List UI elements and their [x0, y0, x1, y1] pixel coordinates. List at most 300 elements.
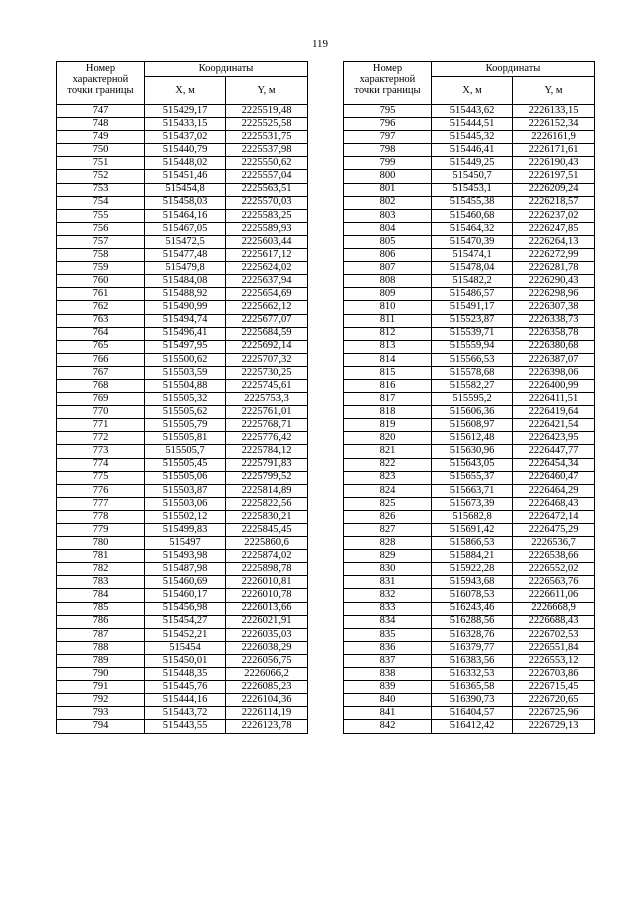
coordinates-header: Координаты	[432, 62, 595, 77]
point-number-cell: 784	[57, 589, 145, 602]
y-coordinate-cell: 2225784,12	[226, 445, 308, 458]
point-number-cell: 833	[344, 602, 432, 615]
table-row	[344, 432, 595, 445]
x-coordinate-cell: 515494,74	[145, 314, 226, 327]
y-coordinate-cell: 2226475,29	[513, 524, 595, 537]
x-coordinate-cell: 515446,41	[432, 144, 513, 157]
x-coordinate-cell: 515474,1	[432, 249, 513, 262]
y-coordinate-cell: 2225830,21	[226, 510, 308, 523]
x-coordinate-cell: 515456,98	[145, 602, 226, 615]
x-coordinate-cell: 515582,27	[432, 379, 513, 392]
x-coordinate-cell: 515429,17	[145, 105, 226, 118]
point-number-cell: 758	[57, 249, 145, 262]
y-coordinate-cell: 2226218,57	[513, 196, 595, 209]
y-coordinate-cell: 2226454,34	[513, 458, 595, 471]
point-number-cell: 840	[344, 694, 432, 707]
x-coordinate-cell: 515460,17	[145, 589, 226, 602]
point-number-cell: 796	[344, 118, 432, 131]
point-number-cell: 774	[57, 458, 145, 471]
y-coordinate-cell: 2226264,13	[513, 235, 595, 248]
table-row	[57, 484, 308, 497]
table-row	[344, 524, 595, 537]
y-coordinate-cell: 2225570,03	[226, 196, 308, 209]
y-coordinate-cell: 2225776,42	[226, 432, 308, 445]
point-number-cell: 838	[344, 668, 432, 681]
y-coordinate-cell: 2226298,96	[513, 288, 595, 301]
y-coordinate-cell: 2226171,61	[513, 144, 595, 157]
y-coordinate-cell: 2226552,02	[513, 563, 595, 576]
x-coordinate-cell: 515643,05	[432, 458, 513, 471]
y-coordinate-cell: 2226209,24	[513, 183, 595, 196]
table-row	[344, 681, 595, 694]
x-coordinate-cell: 515437,02	[145, 131, 226, 144]
x-coordinate-cell: 515478,04	[432, 262, 513, 275]
y-coordinate-cell: 2226056,75	[226, 654, 308, 667]
table-row	[57, 131, 308, 144]
point-number-cell: 790	[57, 668, 145, 681]
table-row	[57, 353, 308, 366]
x-coordinate-cell: 515559,94	[432, 340, 513, 353]
point-number-cell: 767	[57, 366, 145, 379]
y-coordinate-cell: 2226720,65	[513, 694, 595, 707]
x-coordinate-cell: 515566,53	[432, 353, 513, 366]
x-coordinate-cell: 515503,59	[145, 366, 226, 379]
y-coordinate-cell: 2225845,45	[226, 524, 308, 537]
table-row	[57, 720, 308, 733]
x-coordinate-cell: 515440,79	[145, 144, 226, 157]
table-row	[344, 235, 595, 248]
y-coordinate-cell: 2226536,7	[513, 537, 595, 550]
table-row	[344, 641, 595, 654]
point-number-cell: 770	[57, 406, 145, 419]
x-coordinate-cell: 515608,97	[432, 419, 513, 432]
y-coordinate-cell: 2226725,96	[513, 707, 595, 720]
y-coordinate-cell: 2225662,12	[226, 301, 308, 314]
table-row	[57, 222, 308, 235]
y-coordinate-cell: 2225684,59	[226, 327, 308, 340]
y-coordinate-cell: 2226133,15	[513, 105, 595, 118]
y-coordinate-cell: 2226703,86	[513, 668, 595, 681]
y-coordinate-cell: 2225707,32	[226, 353, 308, 366]
x-coordinate-cell: 516332,53	[432, 668, 513, 681]
table-row	[57, 668, 308, 681]
table-row	[57, 275, 308, 288]
x-coordinate-cell: 515458,03	[145, 196, 226, 209]
x-coordinate-cell: 515444,16	[145, 694, 226, 707]
x-coordinate-cell: 515500,62	[145, 353, 226, 366]
x-coordinate-cell: 515445,32	[432, 131, 513, 144]
y-coordinate-cell: 2226152,34	[513, 118, 595, 131]
x-coordinate-cell: 515682,8	[432, 510, 513, 523]
table-row	[57, 379, 308, 392]
table-row	[344, 262, 595, 275]
y-coordinate-cell: 2226553,12	[513, 654, 595, 667]
y-coordinate-cell: 2226538,66	[513, 550, 595, 563]
x-coordinate-cell: 515505,81	[145, 432, 226, 445]
point-number-cell: 830	[344, 563, 432, 576]
point-number-cell: 823	[344, 471, 432, 484]
x-coordinate-cell: 515922,28	[432, 563, 513, 576]
y-coordinate-cell: 2225550,62	[226, 157, 308, 170]
point-number-cell: 765	[57, 340, 145, 353]
y-coordinate-cell: 2225654,69	[226, 288, 308, 301]
point-number-cell: 835	[344, 628, 432, 641]
point-number-cell: 747	[57, 105, 145, 118]
table-row	[344, 222, 595, 235]
y-coordinate-cell: 2226035,03	[226, 628, 308, 641]
point-number-cell: 760	[57, 275, 145, 288]
y-coordinate-cell: 2226010,81	[226, 576, 308, 589]
y-coordinate-cell: 2226460,47	[513, 471, 595, 484]
y-coordinate-cell: 2226307,38	[513, 301, 595, 314]
y-coordinate-cell: 2225768,71	[226, 419, 308, 432]
x-coordinate-cell: 515443,55	[145, 720, 226, 733]
point-number-cell: 788	[57, 641, 145, 654]
y-coordinate-cell: 2226281,78	[513, 262, 595, 275]
table-row	[57, 576, 308, 589]
point-number-cell: 808	[344, 275, 432, 288]
x-coordinate-cell: 515448,35	[145, 668, 226, 681]
y-coordinate-cell: 2226290,43	[513, 275, 595, 288]
table-row	[57, 105, 308, 118]
table-row	[344, 353, 595, 366]
y-coordinate-cell: 2226702,53	[513, 628, 595, 641]
table-row	[57, 170, 308, 183]
x-coordinate-cell: 515523,87	[432, 314, 513, 327]
table-row	[57, 157, 308, 170]
point-number-cell: 748	[57, 118, 145, 131]
page-number: 119	[311, 38, 329, 50]
y-coordinate-cell: 2225692,14	[226, 340, 308, 353]
table-row	[344, 105, 595, 118]
y-coordinate-cell: 2226715,45	[513, 681, 595, 694]
y-coordinate-cell: 2226447,77	[513, 445, 595, 458]
x-header: X, м	[432, 77, 513, 105]
y-coordinate-cell: 2226423,95	[513, 432, 595, 445]
table-row	[57, 432, 308, 445]
point-number-cell: 778	[57, 510, 145, 523]
coordinates-table-right	[343, 61, 595, 734]
table-row	[57, 602, 308, 615]
point-number-cell: 828	[344, 537, 432, 550]
y-coordinate-cell: 2226468,43	[513, 497, 595, 510]
point-number-cell: 821	[344, 445, 432, 458]
x-coordinate-cell: 515443,62	[432, 105, 513, 118]
x-coordinate-cell: 515455,38	[432, 196, 513, 209]
y-coordinate-cell: 2226729,13	[513, 720, 595, 733]
table-row	[344, 615, 595, 628]
x-coordinate-cell: 516412,42	[432, 720, 513, 733]
point-number-cell: 769	[57, 393, 145, 406]
point-number-cell: 842	[344, 720, 432, 733]
y-coordinate-cell: 2226247,85	[513, 222, 595, 235]
x-coordinate-cell: 515491,17	[432, 301, 513, 314]
table-row	[57, 327, 308, 340]
y-coordinate-cell: 2226421,54	[513, 419, 595, 432]
x-coordinate-cell: 515470,39	[432, 235, 513, 248]
point-number-cell: 804	[344, 222, 432, 235]
table-row	[57, 196, 308, 209]
point-number-cell: 762	[57, 301, 145, 314]
x-coordinate-cell: 515606,36	[432, 406, 513, 419]
table-row	[344, 589, 595, 602]
y-coordinate-cell: 2225519,48	[226, 105, 308, 118]
table-row	[344, 694, 595, 707]
table-row	[344, 550, 595, 563]
point-number-cell: 786	[57, 615, 145, 628]
x-coordinate-cell: 515448,02	[145, 157, 226, 170]
x-coordinate-cell: 516404,57	[432, 707, 513, 720]
point-number-cell: 795	[344, 105, 432, 118]
table-row	[344, 602, 595, 615]
table-row	[344, 628, 595, 641]
x-coordinate-cell: 516365,58	[432, 681, 513, 694]
point-number-cell: 776	[57, 484, 145, 497]
table-row	[57, 340, 308, 353]
table-row	[57, 471, 308, 484]
y-coordinate-cell: 2226038,29	[226, 641, 308, 654]
table-row	[344, 654, 595, 667]
x-coordinate-cell: 515454,8	[145, 183, 226, 196]
table-row	[57, 524, 308, 537]
table-row	[344, 131, 595, 144]
x-coordinate-cell: 516243,46	[432, 602, 513, 615]
y-coordinate-cell: 2226668,9	[513, 602, 595, 615]
point-number-cell: 751	[57, 157, 145, 170]
x-coordinate-cell: 515505,62	[145, 406, 226, 419]
table-row	[57, 144, 308, 157]
y-coordinate-cell: 2226551,84	[513, 641, 595, 654]
table-row	[344, 275, 595, 288]
table-row	[57, 249, 308, 262]
y-coordinate-cell: 2226688,43	[513, 615, 595, 628]
y-coordinate-cell: 2226010,78	[226, 589, 308, 602]
point-number-cell: 819	[344, 419, 432, 432]
table-row	[344, 668, 595, 681]
point-number-cell: 750	[57, 144, 145, 157]
x-coordinate-cell: 515450,7	[432, 170, 513, 183]
y-coordinate-cell: 2226400,99	[513, 379, 595, 392]
point-number-cell: 775	[57, 471, 145, 484]
point-number-cell: 811	[344, 314, 432, 327]
x-coordinate-cell: 515482,2	[432, 275, 513, 288]
y-coordinate-cell: 2226411,51	[513, 393, 595, 406]
table-row	[344, 301, 595, 314]
table-row	[57, 497, 308, 510]
point-number-cell: 756	[57, 222, 145, 235]
x-coordinate-cell: 515503,06	[145, 497, 226, 510]
point-number-cell: 753	[57, 183, 145, 196]
table-row	[57, 654, 308, 667]
point-number-cell: 755	[57, 209, 145, 222]
y-coordinate-cell: 2225525,58	[226, 118, 308, 131]
y-coordinate-cell: 2225583,25	[226, 209, 308, 222]
y-coordinate-cell: 2225677,07	[226, 314, 308, 327]
table-row	[57, 366, 308, 379]
y-coordinate-cell: 2225791,83	[226, 458, 308, 471]
point-number-cell: 814	[344, 353, 432, 366]
point-number-cell: 771	[57, 419, 145, 432]
table-row	[57, 510, 308, 523]
table-row	[344, 183, 595, 196]
point-number-cell: 822	[344, 458, 432, 471]
table-row	[344, 340, 595, 353]
table-row	[57, 419, 308, 432]
point-number-cell: 754	[57, 196, 145, 209]
x-coordinate-cell: 516379,77	[432, 641, 513, 654]
table-row	[57, 393, 308, 406]
table-row	[344, 419, 595, 432]
point-number-cell: 783	[57, 576, 145, 589]
x-coordinate-cell: 515479,8	[145, 262, 226, 275]
y-coordinate-cell: 2225617,12	[226, 249, 308, 262]
y-coordinate-cell: 2225898,78	[226, 563, 308, 576]
point-number-cell: 773	[57, 445, 145, 458]
point-number-cell: 820	[344, 432, 432, 445]
point-number-cell: 825	[344, 497, 432, 510]
table-row	[57, 235, 308, 248]
x-coordinate-cell: 515663,71	[432, 484, 513, 497]
y-coordinate-cell: 2226338,73	[513, 314, 595, 327]
point-number-cell: 797	[344, 131, 432, 144]
x-coordinate-cell: 515595,2	[432, 393, 513, 406]
table-row	[57, 537, 308, 550]
point-number-cell: 793	[57, 707, 145, 720]
y-coordinate-cell: 2226123,78	[226, 720, 308, 733]
x-coordinate-cell: 515460,68	[432, 209, 513, 222]
y-coordinate-cell: 2225799,52	[226, 471, 308, 484]
y-coordinate-cell: 2225730,25	[226, 366, 308, 379]
point-number-cell: 834	[344, 615, 432, 628]
y-coordinate-cell: 2226114,19	[226, 707, 308, 720]
point-number-cell: 766	[57, 353, 145, 366]
y-coordinate-cell: 2226066,2	[226, 668, 308, 681]
x-coordinate-cell: 515445,76	[145, 681, 226, 694]
point-number-cell: 810	[344, 301, 432, 314]
y-coordinate-cell: 2226419,64	[513, 406, 595, 419]
y-coordinate-cell: 2225637,94	[226, 275, 308, 288]
x-coordinate-cell: 515450,01	[145, 654, 226, 667]
y-coordinate-cell: 2225860,6	[226, 537, 308, 550]
point-number-cell: 768	[57, 379, 145, 392]
point-number-cell: 799	[344, 157, 432, 170]
point-number-cell: 832	[344, 589, 432, 602]
point-number-cell: 815	[344, 366, 432, 379]
point-number-cell: 800	[344, 170, 432, 183]
table-row	[344, 445, 595, 458]
y-coordinate-cell: 2225589,93	[226, 222, 308, 235]
table-row	[344, 707, 595, 720]
x-coordinate-cell: 515505,79	[145, 419, 226, 432]
x-coordinate-cell: 515452,21	[145, 628, 226, 641]
y-coordinate-cell: 2226013,66	[226, 602, 308, 615]
table-row	[57, 262, 308, 275]
y-coordinate-cell: 2226611,06	[513, 589, 595, 602]
table-row	[57, 183, 308, 196]
point-number-cell: 777	[57, 497, 145, 510]
y-coordinate-cell: 2226190,43	[513, 157, 595, 170]
point-number-cell: 831	[344, 576, 432, 589]
x-coordinate-cell: 515454,27	[145, 615, 226, 628]
x-coordinate-cell: 515484,08	[145, 275, 226, 288]
table-row	[57, 641, 308, 654]
point-number-cell: 813	[344, 340, 432, 353]
y-coordinate-cell: 2226272,99	[513, 249, 595, 262]
point-number-cell: 789	[57, 654, 145, 667]
y-coordinate-cell: 2225814,89	[226, 484, 308, 497]
table-row	[57, 118, 308, 131]
point-number-cell: 812	[344, 327, 432, 340]
table-row	[344, 196, 595, 209]
table-row	[57, 301, 308, 314]
y-coordinate-cell: 2225761,01	[226, 406, 308, 419]
table-row	[57, 589, 308, 602]
table-row	[57, 458, 308, 471]
table-row	[344, 537, 595, 550]
point-number-cell: 826	[344, 510, 432, 523]
point-number-cell: 805	[344, 235, 432, 248]
x-coordinate-cell: 515451,46	[145, 170, 226, 183]
point-number-cell: 801	[344, 183, 432, 196]
x-coordinate-cell: 516288,56	[432, 615, 513, 628]
point-number-cell: 792	[57, 694, 145, 707]
x-coordinate-cell: 515488,92	[145, 288, 226, 301]
y-coordinate-cell: 2226387,07	[513, 353, 595, 366]
table-row	[57, 707, 308, 720]
x-coordinate-cell: 515630,96	[432, 445, 513, 458]
y-coordinate-cell: 2226021,91	[226, 615, 308, 628]
y-coordinate-cell: 2226464,29	[513, 484, 595, 497]
point-number-cell: 829	[344, 550, 432, 563]
point-number-cell: 791	[57, 681, 145, 694]
table-row	[57, 628, 308, 641]
table-row	[57, 445, 308, 458]
table-body-right	[344, 105, 595, 734]
y-coordinate-cell: 2225531,75	[226, 131, 308, 144]
x-coordinate-cell: 516328,76	[432, 628, 513, 641]
point-number-header: Номер характерной точки границы	[344, 62, 432, 105]
point-number-cell: 752	[57, 170, 145, 183]
x-coordinate-cell: 516390,73	[432, 694, 513, 707]
table-row	[57, 288, 308, 301]
x-coordinate-cell: 515487,98	[145, 563, 226, 576]
y-coordinate-cell: 2225822,56	[226, 497, 308, 510]
table-row	[344, 144, 595, 157]
point-number-cell: 772	[57, 432, 145, 445]
table-row	[344, 379, 595, 392]
y-coordinate-cell: 2226563,76	[513, 576, 595, 589]
x-coordinate-cell: 515477,48	[145, 249, 226, 262]
table-row	[344, 406, 595, 419]
y-coordinate-cell: 2225563,51	[226, 183, 308, 196]
table-row	[344, 497, 595, 510]
y-coordinate-cell: 2226237,02	[513, 209, 595, 222]
table-row	[344, 510, 595, 523]
y-coordinate-cell: 2226358,78	[513, 327, 595, 340]
x-coordinate-cell: 515449,25	[432, 157, 513, 170]
x-coordinate-cell: 515505,45	[145, 458, 226, 471]
table-row	[57, 314, 308, 327]
point-number-cell: 809	[344, 288, 432, 301]
point-number-cell: 798	[344, 144, 432, 157]
x-coordinate-cell: 516383,56	[432, 654, 513, 667]
x-coordinate-cell: 515539,71	[432, 327, 513, 340]
y-coordinate-cell: 2226380,68	[513, 340, 595, 353]
y-coordinate-cell: 2225557,04	[226, 170, 308, 183]
x-coordinate-cell: 515464,32	[432, 222, 513, 235]
point-number-cell: 807	[344, 262, 432, 275]
point-number-cell: 836	[344, 641, 432, 654]
